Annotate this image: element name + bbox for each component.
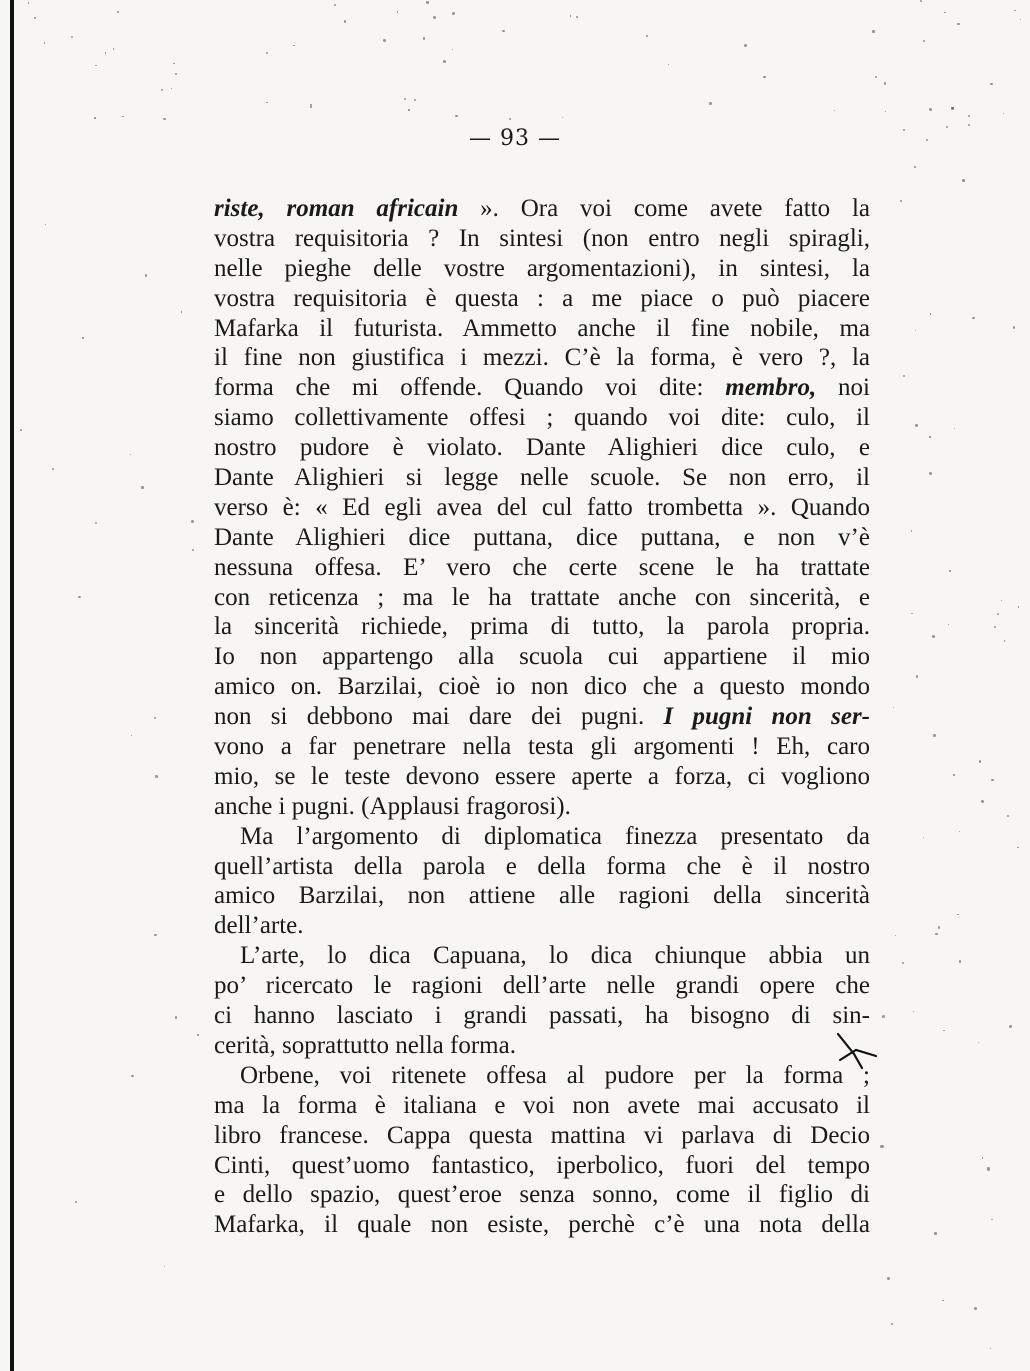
speck	[959, 960, 962, 963]
text-line	[214, 792, 870, 822]
text-line	[214, 642, 870, 672]
speck	[34, 17, 36, 19]
text-segment: forma che mi offende. Quando voi dite:	[214, 374, 726, 402]
text-segment: e dello spazio, quest’eroe senza sonno, come il figlio di	[214, 1181, 870, 1209]
speck	[920, 0, 922, 2]
speck	[171, 88, 172, 89]
speck	[668, 64, 669, 65]
text-line	[214, 553, 870, 583]
speck	[929, 108, 932, 111]
speck	[82, 337, 84, 339]
speck	[576, 16, 578, 18]
text-segment: I pugni non ser-	[663, 703, 870, 731]
speck	[397, 11, 398, 12]
speck	[1004, 640, 1006, 642]
speck	[944, 12, 946, 14]
text-segment: dell’arte.	[214, 912, 304, 940]
speck	[266, 52, 268, 54]
text-segment: non si debbono mai dare dei pugni.	[214, 703, 664, 731]
speck	[923, 40, 925, 42]
speck	[893, 707, 895, 709]
speck	[197, 1034, 198, 1035]
text-segment: Ammetto anche il fine nobile, ma	[443, 314, 870, 342]
text-line	[214, 881, 870, 911]
text-segment: verso è: « Ed egli avea del cul fatto trombetta ». Quando	[214, 493, 870, 521]
text-segment: po’ ricercato le ragioni dell’arte nelle grandi opere che	[214, 972, 870, 1000]
text-segment: Applausi fragorosi	[369, 792, 557, 820]
text-segment: vostra requisitoria è questa : a me piace o può piacere	[214, 284, 870, 312]
text-line	[214, 941, 870, 971]
speck	[122, 116, 123, 117]
speck	[455, 115, 458, 118]
text-segment: cerità, soprattutto nella forma.	[214, 1031, 516, 1059]
text-segment: nessuna offesa. E’ vero che certe scene le ha trattate	[214, 553, 870, 581]
speck	[942, 1300, 943, 1301]
text-segment: membro,	[725, 374, 817, 402]
speck	[44, 42, 46, 44]
text-segment: Dante Alighieri dice	[214, 523, 474, 551]
speck	[987, 1167, 990, 1170]
speck	[933, 734, 936, 737]
speck	[991, 1219, 993, 1221]
text-line	[214, 403, 870, 433]
text-line	[214, 433, 870, 463]
text-segment: quell’artista della parola e della forma che è il nostro	[214, 852, 870, 880]
speck	[52, 468, 54, 470]
text-segment: mio, se le teste devono essere aperte a forza, ci vogliono	[214, 762, 870, 790]
speck	[932, 635, 935, 638]
speck	[978, 1042, 979, 1043]
speck	[78, 596, 80, 598]
speck	[968, 115, 970, 117]
speck	[75, 1201, 77, 1203]
speck	[880, 1145, 883, 1148]
speck	[433, 16, 436, 19]
speck	[113, 48, 115, 50]
speck	[131, 735, 132, 736]
text-segment: siamo collettivamente offesi ; quando voi dite:	[214, 404, 787, 432]
speck	[954, 428, 955, 429]
speck	[962, 179, 965, 182]
speck	[834, 110, 835, 111]
speck	[1003, 113, 1004, 114]
text-segment: culo,	[786, 404, 836, 432]
speck	[191, 520, 194, 523]
speck	[161, 89, 164, 92]
speck	[911, 613, 912, 614]
text-segment: con reticenza ; ma le ha trattate anche con sincerità, e	[214, 583, 870, 611]
text-line	[214, 822, 870, 852]
speck	[164, 1266, 166, 1268]
speck	[95, 65, 97, 67]
text-segment: puttana,	[473, 523, 554, 551]
text-line	[214, 493, 870, 523]
text-segment: libro francese. Cappa questa mattina vi parlava di Decio	[214, 1121, 870, 1149]
speck	[929, 472, 932, 475]
speck	[914, 166, 916, 168]
text-segment: il fine non giustifica i mezzi. C’è la forma, è vero ?, la	[214, 344, 870, 372]
text-segment: passati,	[549, 1002, 624, 1030]
speck	[173, 63, 175, 65]
text-line	[214, 702, 870, 732]
speck	[923, 837, 924, 838]
speck	[953, 774, 954, 775]
speck	[192, 549, 194, 551]
body-text	[214, 194, 870, 1240]
speck	[117, 11, 119, 13]
speck	[71, 36, 73, 38]
speck	[95, 522, 98, 525]
speck	[1007, 815, 1009, 817]
speck	[1014, 10, 1016, 12]
text-segment: e	[835, 434, 870, 462]
speck	[951, 107, 953, 109]
text-line	[214, 911, 870, 941]
speck	[885, 111, 886, 112]
speck	[902, 962, 905, 965]
speck	[145, 274, 148, 277]
speck	[872, 30, 875, 33]
speck	[28, 2, 29, 3]
speck	[131, 1075, 134, 1078]
text-segment: Cinti, quest’uomo fantastico, iperbolico, fuori del tempo	[214, 1151, 870, 1179]
speck	[163, 118, 165, 120]
handwritten-cross-mark	[832, 1030, 878, 1070]
speck	[934, 1232, 937, 1235]
text-line	[214, 852, 870, 882]
speck	[1009, 1025, 1012, 1028]
speck	[94, 117, 95, 118]
text-segment: il	[835, 404, 870, 432]
page-number: — 93 —	[469, 126, 561, 151]
speck	[982, 1157, 983, 1158]
speck	[957, 23, 960, 26]
text-segment: nostro pudore è violato. Dante Alighieri dice	[214, 434, 787, 462]
text-line	[214, 1061, 870, 1091]
speck	[293, 45, 295, 47]
text-segment: la sincerità richiede, prima di tutto, la parola propria.	[214, 613, 870, 641]
text-segment: L’arte, lo dica Capuana, lo dica chiunque abbia un	[240, 942, 870, 970]
text-line	[214, 284, 870, 314]
text-line	[214, 373, 870, 403]
speck	[979, 760, 982, 763]
speck	[943, 1030, 944, 1031]
text-segment: Mafarka, il quale non esiste, perchè c’è una nota della	[214, 1211, 870, 1239]
speck	[929, 436, 930, 437]
speck	[938, 926, 940, 928]
speck	[502, 30, 504, 32]
speck	[990, 1348, 991, 1349]
text-line	[214, 224, 870, 254]
text-segment: culo,	[786, 434, 836, 462]
speck	[763, 76, 766, 79]
text-line	[214, 672, 870, 702]
speck	[443, 60, 446, 63]
speck	[334, 4, 336, 6]
speck	[452, 12, 455, 15]
speck	[175, 73, 177, 75]
speck	[709, 102, 712, 105]
speck	[887, 1277, 890, 1280]
text-line	[214, 463, 870, 493]
speck	[404, 98, 407, 101]
speck	[915, 424, 918, 427]
text-line	[214, 1031, 870, 1061]
text-line	[214, 523, 870, 553]
speck	[891, 1323, 893, 1325]
text-segment: ).	[556, 792, 571, 820]
text-line	[214, 314, 870, 344]
speck	[948, 624, 949, 625]
speck	[181, 311, 182, 312]
speck	[959, 831, 960, 832]
speck	[895, 935, 896, 936]
speck	[913, 1011, 914, 1012]
speck	[1018, 606, 1020, 608]
text-segment: noi	[816, 374, 870, 402]
text-segment: vostra requisitoria ? In sintesi (non entro negli spiragli,	[214, 224, 870, 252]
speck	[45, 224, 46, 225]
speck	[646, 35, 648, 37]
speck	[452, 49, 453, 50]
speck	[509, 118, 511, 120]
text-segment: riste, roman africain	[214, 195, 459, 222]
speck	[154, 717, 156, 719]
speck	[414, 99, 416, 101]
speck	[935, 933, 938, 936]
speck	[20, 429, 22, 431]
text-line	[214, 612, 870, 642]
speck	[1001, 600, 1002, 601]
speck	[423, 37, 426, 40]
speck	[957, 914, 959, 916]
text-segment: amico on. Barzilai, cioè io non dico che a questo mondo	[214, 673, 870, 701]
speck	[744, 44, 747, 47]
text-segment: Orbene, voi ritenete offesa al pudore per la forma ;	[240, 1061, 870, 1089]
speck	[105, 52, 106, 53]
speck	[949, 570, 950, 571]
speck	[155, 775, 158, 778]
speck	[570, 15, 572, 17]
text-line	[214, 1091, 870, 1121]
speck	[408, 109, 409, 110]
speck	[884, 82, 887, 85]
speck	[426, 1, 429, 4]
speck	[266, 102, 268, 104]
text-line	[214, 762, 870, 792]
text-line	[214, 343, 870, 373]
speck	[916, 675, 918, 677]
text-segment: Io non appartengo alla scuola cui appartiene il mio	[214, 643, 870, 671]
text-segment: Ma l’argomento di diplomatica finezza presentato da	[240, 822, 870, 850]
speck	[981, 800, 984, 803]
speck	[175, 1016, 177, 1018]
speck	[903, 129, 905, 131]
text-line	[214, 1210, 870, 1240]
text-segment: Eh, caro	[759, 733, 870, 761]
text-line	[214, 1121, 870, 1151]
speck	[915, 330, 916, 331]
speck	[882, 1015, 885, 1018]
speck	[141, 486, 144, 489]
speck	[900, 200, 902, 202]
text-line	[214, 732, 870, 762]
speck	[990, 83, 993, 86]
text-segment: ma la forma è italiana e voi non avete mai accusato il	[214, 1091, 870, 1119]
speck	[310, 105, 313, 108]
text-segment: amico Barzilai, non attiene alle ragioni della sincerità	[214, 882, 870, 910]
speck	[1020, 19, 1021, 20]
text-line	[214, 583, 870, 613]
text-line	[214, 194, 870, 224]
speck	[972, 317, 975, 320]
text-segment: nelle pieghe delle vostre argomentazioni), in sintesi, la	[214, 254, 870, 282]
text-segment: ha bisogno di sin-	[623, 1002, 870, 1030]
text-segment: anche i pugni. (	[214, 792, 370, 820]
text-segment: ». Ora voi come avete fatto la	[458, 195, 870, 222]
speck	[997, 613, 999, 615]
speck	[994, 626, 996, 628]
text-line	[214, 1151, 870, 1181]
text-segment: ci hanno lasciato i grandi	[214, 1002, 550, 1030]
speck	[903, 375, 905, 377]
speck	[154, 934, 156, 936]
text-line	[214, 254, 870, 284]
speck	[562, 117, 563, 118]
speck	[130, 454, 132, 456]
speck	[875, 76, 877, 78]
speck	[383, 39, 386, 42]
speck	[930, 313, 932, 315]
speck	[1017, 847, 1019, 849]
speck	[991, 779, 993, 781]
text-segment: Dante Alighieri si legge nelle scuole. Se non erro, il	[214, 464, 870, 492]
text-segment: Mafarka il futurista.	[214, 314, 444, 342]
speck	[344, 20, 347, 23]
text-line	[214, 1180, 870, 1210]
speck	[1013, 326, 1016, 329]
speck	[926, 139, 928, 141]
text-segment: dice puttana, e non v’è	[553, 523, 870, 551]
text-line	[214, 1001, 870, 1031]
speck	[911, 530, 912, 531]
text-line	[214, 971, 870, 1001]
speck	[974, 1307, 977, 1310]
text-segment: vono a far penetrare nella testa gli argomenti !	[214, 733, 760, 761]
page-edge	[10, 0, 14, 1371]
